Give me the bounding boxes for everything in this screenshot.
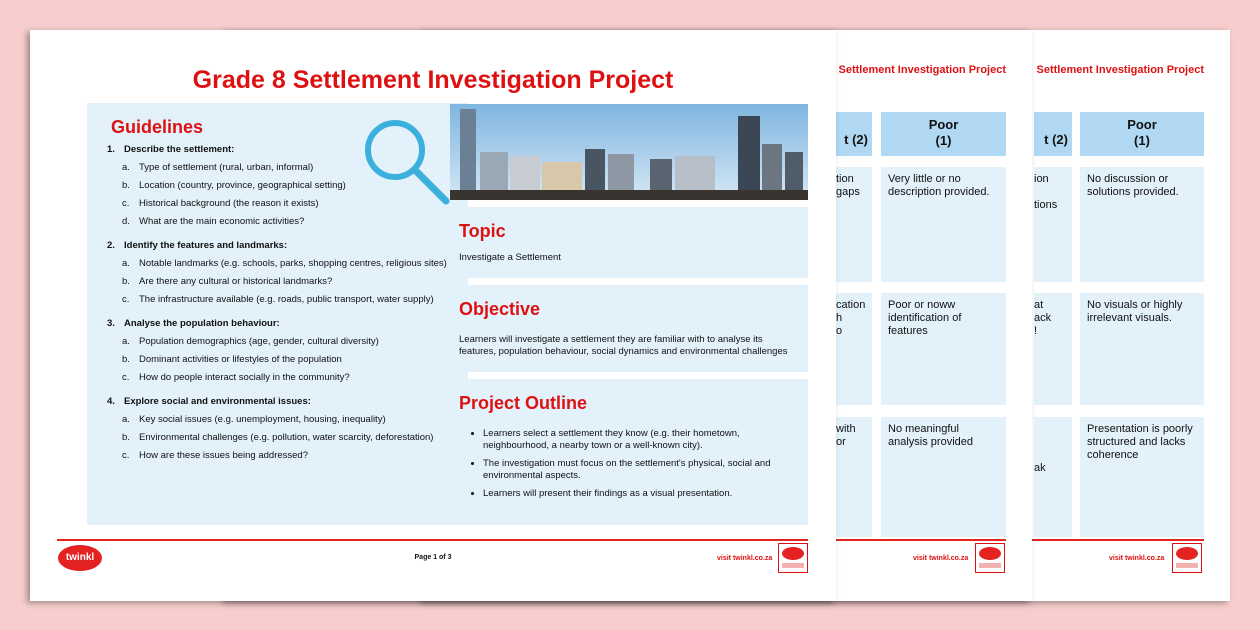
topic-text: Investigate a Settlement <box>459 252 561 263</box>
header-cell-poor: Poor (1) <box>881 112 1006 156</box>
section-title-text: Describe the settlement: <box>124 144 235 155</box>
item-letter: b. <box>122 180 130 191</box>
item-letter: a. <box>122 336 130 347</box>
item-text: Dominant activities or lifestyles of the population <box>139 354 342 365</box>
item-text: Environmental challenges (e.g. pollution, water scarcity, deforestation) <box>139 432 434 443</box>
page-title: Settlement Investigation Project <box>1036 64 1204 76</box>
item-text: Are there any cultural or historical landmarks? <box>139 276 333 287</box>
section-title <box>107 240 468 251</box>
magnifying-glass-icon <box>362 117 457 212</box>
twinkl-badge-icon <box>1172 543 1202 573</box>
guideline-item <box>122 354 468 365</box>
guideline-item <box>122 432 468 443</box>
section-title <box>107 318 468 329</box>
item-text: Key social issues (e.g. unemployment, housing, inequality) <box>139 414 386 425</box>
table-cell: No discussion or solutions provided. <box>1080 167 1204 282</box>
item-text: Type of settlement (rural, urban, informal) <box>139 162 314 173</box>
guideline-item <box>122 216 468 227</box>
item-text: How do people interact socially in the community? <box>139 372 350 383</box>
table-cell: with or <box>836 417 872 537</box>
document-title: Grade 8 Settlement Investigation Project <box>192 66 674 94</box>
objective-heading: Objective <box>459 299 541 319</box>
page-number: Page 1 of 3 <box>414 554 452 561</box>
section-number: 2. <box>107 240 115 251</box>
guideline-section <box>107 318 468 383</box>
guideline-section <box>107 396 468 461</box>
table-cell: Presentation is poorly structured and lacks coherence <box>1080 417 1204 537</box>
section-title <box>107 396 468 407</box>
item-letter: a. <box>122 414 130 425</box>
table-cell: cation h o <box>836 293 872 405</box>
item-letter: c. <box>122 450 130 461</box>
guideline-item <box>122 414 468 425</box>
item-letter: c. <box>122 294 130 305</box>
item-letter: d. <box>122 216 130 227</box>
section-title-text: Identify the features and landmarks: <box>124 240 288 251</box>
outline-bullet: • Learners will present their findings as a visual presentation. <box>483 488 799 500</box>
section-number: 4. <box>107 396 115 407</box>
item-letter: c. <box>122 372 130 383</box>
topic-heading: Topic <box>459 221 506 241</box>
outline-bullet: • The investigation must focus on the settlement's physical, social and environmental aspects. <box>483 458 799 482</box>
item-text: The infrastructure available (e.g. roads, public transport, water supply) <box>139 294 434 305</box>
item-letter: a. <box>122 162 130 173</box>
table-cell: No visuals or highly irrelevant visuals. <box>1080 293 1204 405</box>
guideline-section <box>107 240 468 305</box>
header-cell-good: t (2) <box>836 112 872 156</box>
table-cell: Poor or noww identification of features <box>881 293 1006 405</box>
item-text: Population demographics (age, gender, cultural diversity) <box>139 336 379 347</box>
table-cell: No meaningful analysis provided <box>881 417 1006 537</box>
guideline-item <box>122 450 468 461</box>
page-title: Settlement Investigation Project <box>838 64 1006 76</box>
section-title-text: Analyse the population behaviour: <box>124 318 280 329</box>
guideline-item <box>122 294 468 305</box>
city-skyline-image <box>450 104 808 200</box>
table-cell: ion tions <box>1034 167 1072 282</box>
project-outline-panel <box>450 379 808 525</box>
item-text: How are these issues being addressed? <box>139 450 308 461</box>
guideline-item <box>122 276 468 287</box>
header-cell-poor: Poor (1) <box>1080 112 1204 156</box>
visit-link[interactable]: visit twinkl.co.za <box>717 555 773 562</box>
guideline-item <box>122 372 468 383</box>
section-number: 1. <box>107 144 115 155</box>
footer-divider <box>57 539 808 541</box>
objective-text: Learners will investigate a settlement they are familiar with to analyse its features, population behaviour, social dynamics and environmental challenges <box>459 334 788 357</box>
guidelines-panel <box>87 103 468 525</box>
table-cell: ak <box>1034 417 1072 537</box>
item-text: What are the main economic activities? <box>139 216 305 227</box>
item-letter: a. <box>122 258 130 269</box>
guidelines-heading: Guidelines <box>111 117 204 137</box>
section-number: 3. <box>107 318 115 329</box>
item-text: Location (country, province, geographical setting) <box>139 180 346 191</box>
guideline-item <box>122 258 468 269</box>
table-cell: tion gaps <box>836 167 872 282</box>
visit-link[interactable]: visit twinkl.co.za <box>913 555 969 562</box>
item-letter: c. <box>122 198 130 209</box>
twinkl-badge-icon <box>975 543 1005 573</box>
table-cell: Very little or no description provided. <box>881 167 1006 282</box>
visit-link[interactable]: visit twinkl.co.za <box>1109 555 1165 562</box>
header-cell-good: t (2) <box>1034 112 1072 156</box>
outline-heading: Project Outline <box>459 393 588 413</box>
guideline-item <box>122 336 468 347</box>
item-text: Notable landmarks (e.g. schools, parks, shopping centres, religious sites) <box>139 258 447 269</box>
item-letter: b. <box>122 432 130 443</box>
objective-panel <box>450 285 808 372</box>
table-cell: at ack ! <box>1034 293 1072 405</box>
page-1-preview <box>30 30 836 601</box>
item-text: Historical background (the reason it exists) <box>139 198 319 209</box>
section-title-text: Explore social and environmental issues: <box>124 396 311 407</box>
item-letter: b. <box>122 354 130 365</box>
outline-bullet: • Learners select a settlement they know (e.g. their hometown, neighbourhood, a nearby town or a well-known city). <box>483 428 799 452</box>
topic-panel <box>450 207 808 278</box>
item-letter: b. <box>122 276 130 287</box>
twinkl-logo: twinkl <box>58 545 102 571</box>
twinkl-badge-icon <box>778 543 808 573</box>
